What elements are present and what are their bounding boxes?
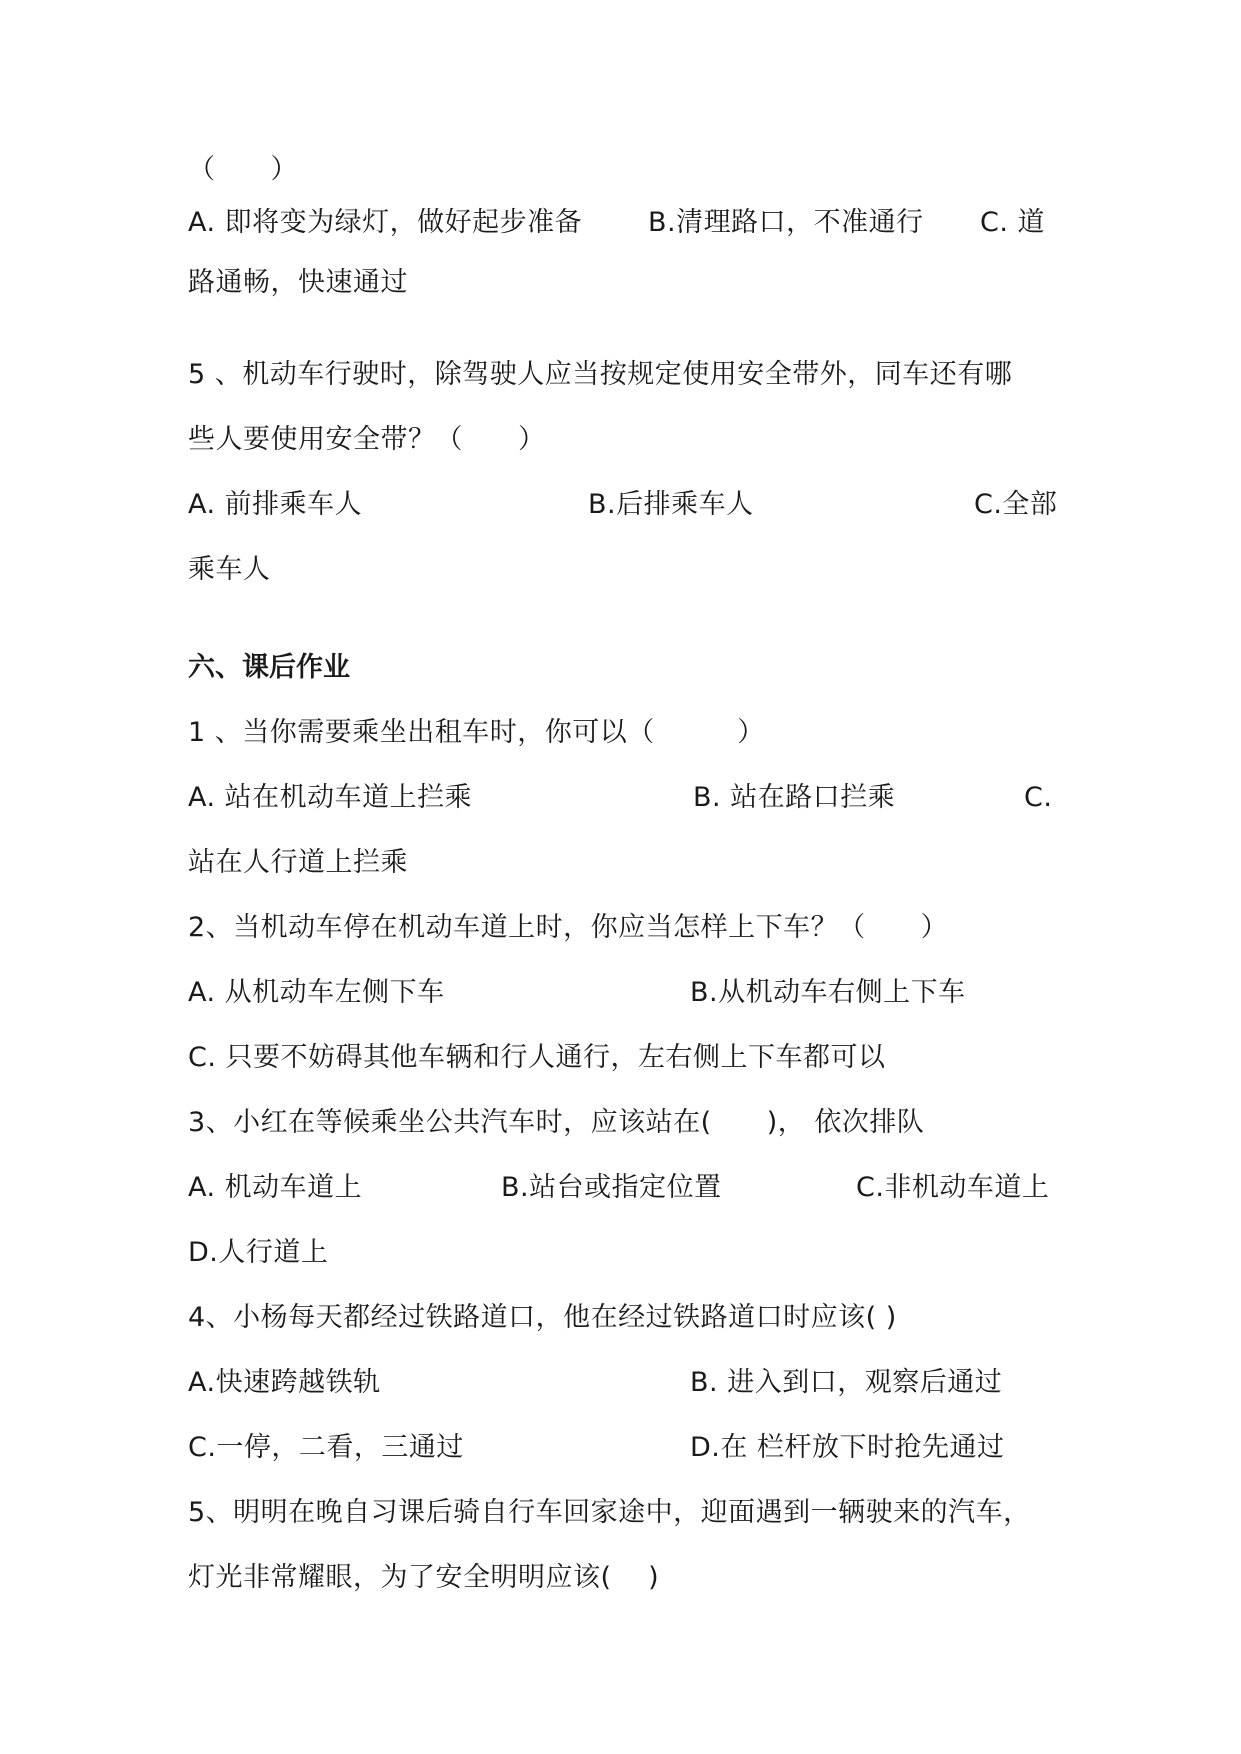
q4-answer-blank: （ ） — [188, 154, 298, 185]
q5-option-a: A. 前排乘车人 — [188, 489, 363, 520]
hw3-stem: 3、小红在等候乘坐公共汽车时，应该站在( )， 依次排队 — [188, 1107, 925, 1138]
q5-stem-line2: 些人要使用安全带？（ ） — [188, 424, 546, 455]
hw4-option-b: B. 进入到口，观察后通过 — [690, 1367, 1003, 1398]
hw4-option-c: C.一停，二看，三通过 — [188, 1432, 464, 1463]
q5-option-c-continued: 乘车人 — [188, 554, 271, 585]
hw1-stem: 1 、当你需要乘坐出租车时，你可以（ ） — [188, 717, 765, 748]
hw4-option-a: A.快速跨越铁轨 — [188, 1367, 381, 1398]
hw2-stem: 2、当机动车停在机动车道上时，你应当怎样上下车？（ ） — [188, 912, 949, 943]
hw3-option-a: A. 机动车道上 — [188, 1172, 363, 1203]
hw4-stem: 4、小杨每天都经过铁路道口，他在经过铁路道口时应该( ) — [188, 1302, 897, 1333]
hw5-stem-line2: 灯光非常耀眼，为了安全明明应该( ) — [188, 1562, 660, 1593]
hw1-option-a: A. 站在机动车道上拦乘 — [188, 782, 473, 813]
hw5-stem-line1: 5、明明在晚自习课后骑自行车回家途中，迎面遇到一辆驶来的汽车， — [188, 1497, 1031, 1528]
hw4-option-d: D.在 栏杆放下时抢先通过 — [690, 1432, 1005, 1463]
hw3-option-b: B.站台或指定位置 — [501, 1172, 722, 1203]
q5-option-b: B.后排乘车人 — [588, 489, 754, 520]
hw1-option-b: B. 站在路口拦乘 — [693, 782, 896, 813]
q5-stem-line1: 5 、机动车行驶时，除驾驶人应当按规定使用安全带外，同车还有哪 — [188, 359, 1013, 390]
hw3-option-d: D.人行道上 — [188, 1237, 329, 1268]
section-heading: 六、课后作业 — [188, 652, 350, 683]
q4-option-c-continued: 路通畅，快速通过 — [188, 267, 408, 298]
hw1-option-c: C. — [1024, 782, 1053, 813]
hw3-option-c: C.非机动车道上 — [856, 1172, 1050, 1203]
q4-option-c: C. 道 — [980, 207, 1046, 238]
hw2-option-b: B.从机动车右侧上下车 — [690, 977, 966, 1008]
q4-option-a: A. 即将变为绿灯，做好起步准备 — [188, 207, 583, 238]
hw2-option-c: C. 只要不妨碍其他车辆和行人通行，左右侧上下车都可以 — [188, 1042, 886, 1073]
q4-option-b: B.清理路口，不准通行 — [648, 207, 924, 238]
hw1-option-c-continued: 站在人行道上拦乘 — [188, 847, 408, 878]
hw2-option-a: A. 从机动车左侧下车 — [188, 977, 445, 1008]
q5-option-c: C.全部 — [974, 489, 1058, 520]
